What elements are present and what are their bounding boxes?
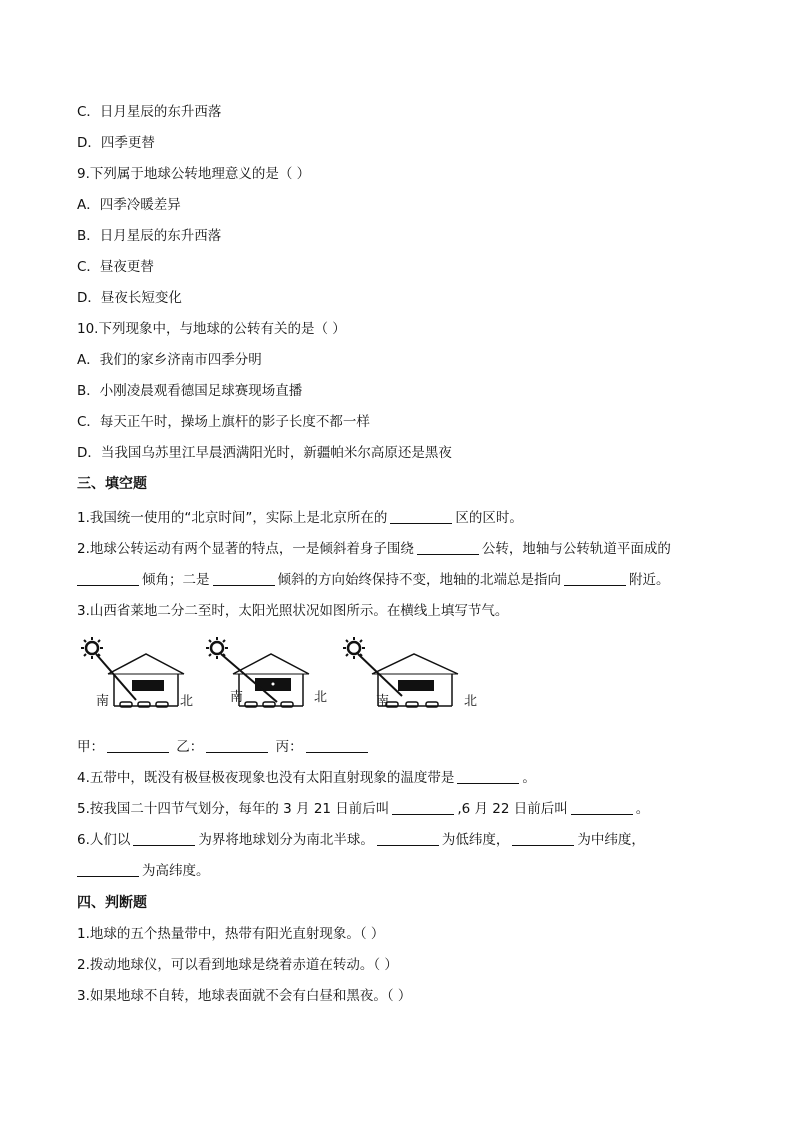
question-text: 。 xyxy=(635,801,650,817)
option-line: A．我们的家乡济南市四季分明 xyxy=(77,352,262,368)
question-line: D．四季更替 xyxy=(77,135,155,151)
judge-question-2: 2.拨动地球仪，可以看到地球是绕着赤道在转动。（ ） xyxy=(77,957,398,973)
answer-label: 甲： xyxy=(77,739,104,755)
figure-label-north: 北 xyxy=(314,690,328,705)
question-text: 附近。 xyxy=(629,572,670,588)
question-text: 为界将地球划分为南北半球。 xyxy=(198,832,374,848)
answer-blank[interactable] xyxy=(107,738,169,753)
fill-question-6 xyxy=(77,830,645,850)
answer-blank[interactable] xyxy=(77,862,139,877)
question-text: 倾斜的方向始终保持不变，地轴的北端总是指向 xyxy=(277,572,561,588)
figure-label-north: 北 xyxy=(464,694,478,709)
question-line: D．昼夜长短变化 xyxy=(77,290,182,306)
answer-blank[interactable] xyxy=(206,738,268,753)
question-line: A．四季冷暖差异 xyxy=(77,197,181,213)
question-text: 1.我国统一使用的“北京时间”，实际上是北京所在的 xyxy=(77,510,388,526)
sun-icon xyxy=(343,637,365,659)
answer-label: 乙： xyxy=(176,739,204,755)
figure-label-north: 北 xyxy=(180,694,194,709)
house-diagram-bing xyxy=(342,636,472,712)
question-text: 为低纬度， xyxy=(441,832,510,848)
question-text: 6.人们以 xyxy=(77,832,131,848)
question-text: 为中纬度， xyxy=(577,832,645,848)
answer-label: 丙： xyxy=(275,739,303,755)
answer-blank[interactable] xyxy=(512,831,574,846)
question-text: 为高纬度。 xyxy=(142,863,210,879)
section-heading-fill-blank: 三、填空题 xyxy=(77,476,147,492)
figure-label-south: 南 xyxy=(96,694,110,709)
fill-question-2-cont xyxy=(77,570,670,590)
fill-question-3-answers xyxy=(77,737,371,757)
answer-blank[interactable] xyxy=(377,831,439,846)
option-line: B．小刚凌晨观看德国足球赛现场直播 xyxy=(77,383,303,399)
section-heading-true-false: 四、判断题 xyxy=(77,895,147,911)
question-text: 。 xyxy=(522,770,536,786)
question-line: C．昼夜更替 xyxy=(77,259,154,275)
house-diagram-yi xyxy=(205,636,315,712)
question-line: B．日月星辰的东升西落 xyxy=(77,228,222,244)
answer-blank[interactable] xyxy=(392,800,454,815)
question-text: 倾角；二是 xyxy=(142,572,210,588)
fill-question-2 xyxy=(77,539,671,559)
answer-blank[interactable] xyxy=(133,831,195,846)
sunlight-figure xyxy=(80,636,500,716)
figure-label-south: 南 xyxy=(376,694,390,709)
answer-blank[interactable] xyxy=(306,738,368,753)
judge-question-3: 3.如果地球不自转，地球表面就不会有白昼和黑夜。（ ） xyxy=(77,988,412,1004)
fill-question-1 xyxy=(77,508,523,528)
sun-icon xyxy=(206,637,228,659)
answer-blank[interactable] xyxy=(390,509,452,524)
question-text: 5.按我国二十四节气划分，每年的 3 月 21 日前后叫 xyxy=(77,801,390,817)
option-line: D．当我国乌苏里江早晨洒满阳光时，新疆帕米尔高原还是黑夜 xyxy=(77,445,452,461)
answer-blank[interactable] xyxy=(417,540,479,555)
fill-question-5 xyxy=(77,799,649,819)
question-text: 公转，地轴与公转轨道平面成的 xyxy=(481,541,671,557)
answer-blank[interactable] xyxy=(564,571,626,586)
question-line: C．日月星辰的东升西落 xyxy=(77,104,222,120)
sun-icon xyxy=(81,637,103,659)
question-text: 4.五带中，既没有极昼极夜现象也没有太阳直射现象的温度带是 xyxy=(77,770,455,786)
answer-blank[interactable] xyxy=(571,800,633,815)
question-text: ,6 月 22 日前后叫 xyxy=(457,801,568,817)
fill-question-3: 3.山西省莱地二分二至时，太阳光照状况如图所示。在横线上填写节气。 xyxy=(77,603,509,619)
answer-blank[interactable] xyxy=(77,571,139,586)
figure-label-south: 南 xyxy=(230,690,244,705)
option-line: C．每天正午时，操场上旗杆的影子长度不都一样 xyxy=(77,414,370,430)
question-line: 10.下列现象中，与地球的公转有关的是（ ） xyxy=(77,321,346,337)
fill-question-4 xyxy=(77,768,536,788)
fill-question-6-cont xyxy=(77,861,210,881)
answer-blank[interactable] xyxy=(213,571,275,586)
answer-blank[interactable] xyxy=(457,769,519,784)
question-text: 区的区时。 xyxy=(455,510,523,526)
question-line: 9.下列属于地球公转地理意义的是（ ） xyxy=(77,166,311,182)
judge-question-1: 1.地球的五个热量带中，热带有阳光直射现象。（ ） xyxy=(77,926,385,942)
question-text: 2.地球公转运动有两个显著的特点，一是倾斜着身子围绕 xyxy=(77,541,414,557)
